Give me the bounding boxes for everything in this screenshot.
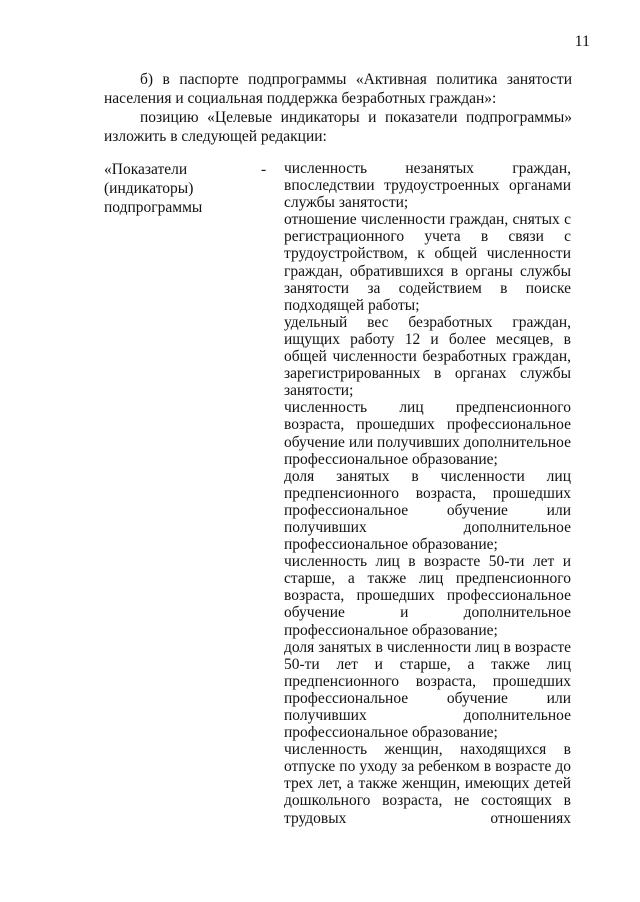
label-line: «Показатели	[104, 161, 188, 178]
indicator-item: доля занятых в численности лиц предпенсионного возраста, прошедших профессиональное обучение или получивших дополнительное профессиональное образование;	[284, 467, 571, 554]
indicator-item: численность лиц предпенсионного возраста, прошедших профессиональное обучение или получивших дополнительное профессиональное образование;	[284, 399, 571, 468]
paragraph-b: б) в паспорте подпрограммы «Активная политика занятости населения и социальная поддержка безработных граждан»:	[104, 71, 572, 107]
label-line: (индикаторы)	[104, 180, 194, 197]
indicator-item: численность незанятых граждан, впоследствии трудоустроенных органами службы занятости;	[284, 160, 571, 212]
page-number: 11	[574, 33, 590, 50]
label-line: подпрограммы	[104, 199, 203, 216]
indicators-label	[104, 160, 244, 217]
indicator-item: доля занятых в численности лиц в возрасте 50-ти лет и старше, а также лиц предпенсионного возраста, прошедших профессиональное обучение или получивших дополнительное профессиональное образование;	[284, 638, 571, 742]
paragraph-position: позицию «Целевые индикаторы и показатели подпрограммы» изложить в следующей редакции:	[104, 109, 572, 145]
intro-text	[104, 70, 572, 146]
separator-dash: -	[261, 161, 267, 178]
indicators-list	[284, 160, 571, 827]
indicator-item: численность лиц в возрасте 50-ти лет и старше, а также лиц предпенсионного возраста, прошедших профессиональное обучение и дополнительное профессиональное образование;	[284, 553, 571, 639]
indicator-item: численность женщин, находящихся в отпуске по уходу за ребенком в возрасте до трех лет, а также женщин, имеющих детей дошкольного возраста, не состоящих в трудовых отношениях	[284, 741, 571, 827]
indicator-item: удельный вес безработных граждан, ищущих работу 12 и более месяцев, в общей численности безработных граждан, зарегистрированных в органах службы занятости;	[284, 313, 571, 400]
indicator-item: отношение численности граждан, снятых с регистрационного учета в связи с трудоустройством, к общей численности граждан, обратившихся в органы службы занятости за содействием в поиске подходящей работы;	[284, 211, 571, 314]
